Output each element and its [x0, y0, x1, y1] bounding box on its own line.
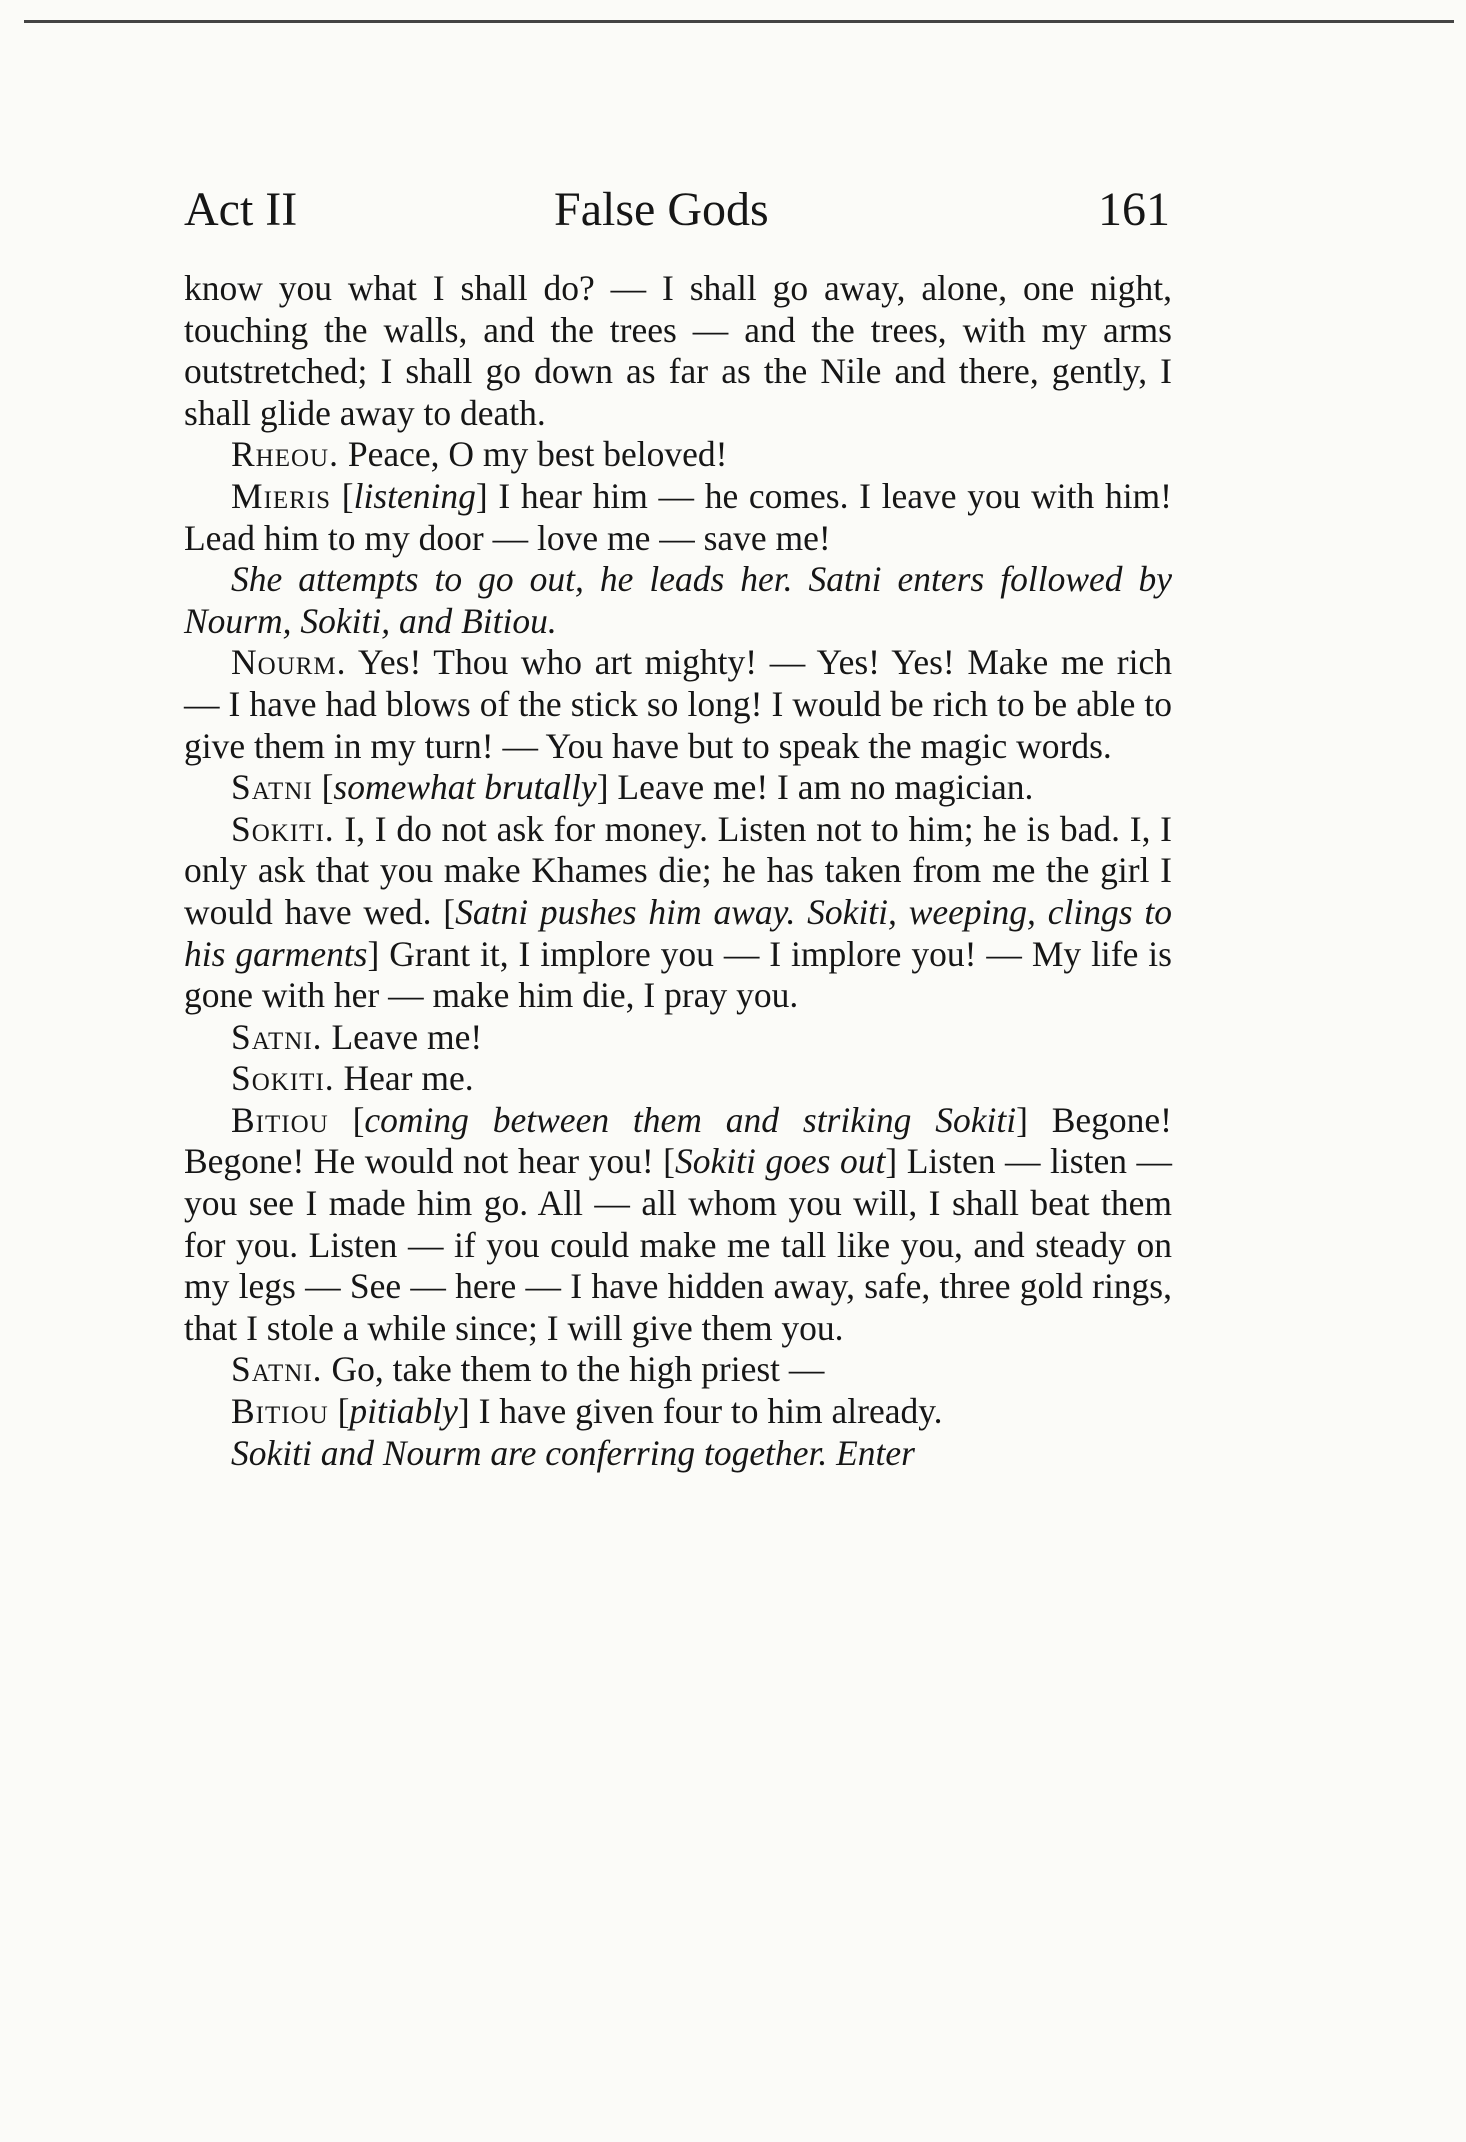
dialogue-text: Hear me. — [334, 1058, 474, 1099]
dialogue-text: [ — [328, 1391, 350, 1432]
dialogue-text: I, I do not ask for money. Listen not to him; he is bad. I, I only ask that you make Khames die; he has taken from me the girl I would have wed. [ — [184, 808, 1172, 932]
speaker-name: Bitiou — [231, 1099, 329, 1140]
text-paragraph — [184, 268, 1172, 434]
dialogue-text: ] Leave me! I am no magician. — [596, 767, 1034, 808]
dialogue-text: Peace, O my best beloved! — [339, 434, 728, 475]
text-paragraph — [184, 809, 1172, 1017]
dialogue-text: ] I hear him — he comes. I leave you with him! Lead him to my door — love me — save me! — [184, 475, 1172, 558]
text-paragraph — [184, 1349, 1172, 1391]
stage-direction: somewhat brutally — [333, 767, 597, 808]
running-header — [184, 182, 1170, 242]
speaker-name: Mieris — [231, 475, 332, 516]
stage-direction: Satni pushes him away. Sokiti, weeping, clings to his garments — [184, 891, 1173, 974]
speaker-name: Sokiti. — [231, 808, 335, 849]
dialogue-text: ] Grant it, I implore you — I implore you! — My life is gone with her — make him die, I pray you. — [184, 933, 1172, 1016]
text-paragraph — [184, 476, 1172, 559]
page-number: 161 — [1098, 183, 1170, 236]
speaker-name: Satni — [231, 767, 313, 808]
text-paragraph — [184, 1433, 1172, 1475]
body-text — [184, 268, 1172, 1474]
dialogue-text: ] Begone! Begone! He would not hear you! [ — [184, 1099, 1172, 1182]
dialogue-text: [ — [328, 1099, 365, 1140]
text-paragraph — [184, 642, 1172, 767]
text-paragraph — [184, 1017, 1172, 1059]
speaker-name: Satni. — [231, 1016, 323, 1057]
stage-direction: She attempts to go out, he leads her. Satni enters followed by Nourm, Sokiti, and Bitiou. — [184, 559, 1172, 641]
text-paragraph — [184, 1100, 1172, 1350]
dialogue-text: ] Listen — listen — you see I made him go. All — all whom you will, I shall beat them for you. Listen — if you could make me tall like you, and steady on my legs — See — here — I have hidden away, safe, three gold rings, that I stole a while since; I will give them you. — [184, 1141, 1173, 1348]
top-rule — [24, 20, 1454, 23]
act-label: Act II — [184, 183, 298, 236]
stage-direction: pitiably — [349, 1391, 458, 1432]
dialogue-text: know you what I shall do? — I shall go away, alone, one night, touching the walls, and the trees — and the trees, with my arms outstretched; I shall go down as far as the Nile and there, gently, I shall glide away to death. — [184, 268, 1172, 433]
dialogue-text: Leave me! — [322, 1016, 483, 1057]
speaker-name: Bitiou — [231, 1391, 329, 1432]
stage-direction: listening — [353, 475, 476, 516]
speaker-name: Satni. — [231, 1349, 323, 1390]
speaker-name: Nourm. — [231, 642, 347, 683]
text-paragraph — [184, 1058, 1172, 1100]
stage-direction: Sokiti and Nourm are conferring together. Enter — [231, 1432, 915, 1473]
running-title: False Gods — [554, 183, 769, 236]
dialogue-text: Go, take them to the high priest — — [322, 1349, 825, 1390]
speaker-name: Rheou. — [231, 434, 339, 475]
text-paragraph — [184, 559, 1172, 642]
dialogue-text: [ — [331, 475, 354, 516]
stage-direction: coming between them and striking Sokiti — [364, 1099, 1017, 1140]
text-paragraph — [184, 767, 1172, 809]
text-paragraph — [184, 434, 1172, 476]
dialogue-text: [ — [312, 767, 334, 808]
text-paragraph — [184, 1391, 1172, 1433]
dialogue-text: ] I have given four to him already. — [457, 1391, 943, 1432]
stage-direction: Sokiti goes out — [675, 1141, 886, 1182]
dialogue-text: Yes! Thou who art mighty! — Yes! Yes! Make me rich — I have had blows of the stick so long! I would be rich to be able to give them in my turn! — You have but to speak the magic words. — [184, 642, 1172, 766]
speaker-name: Sokiti. — [231, 1058, 335, 1099]
